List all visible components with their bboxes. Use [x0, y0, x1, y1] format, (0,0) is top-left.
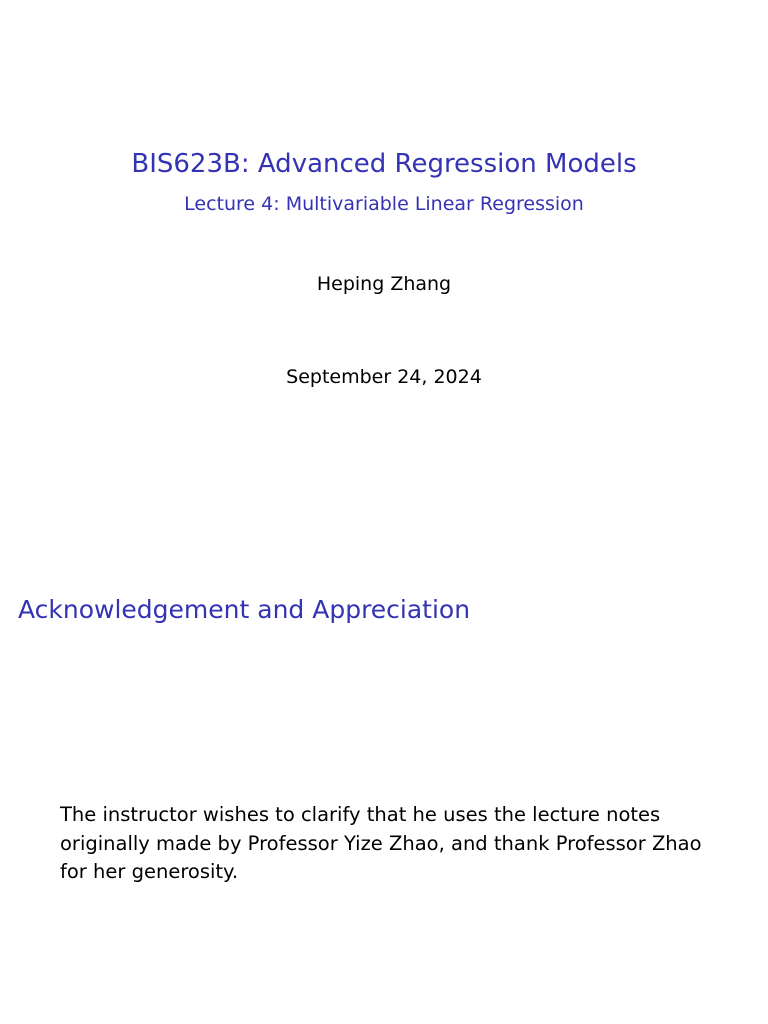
body-line: originally made by Professor Yize Zhao, and thank Professor Zhao	[60, 831, 702, 855]
frame-title: Acknowledgement and Appreciation	[18, 595, 471, 624]
acknowledgement-slide	[0, 512, 768, 1024]
acknowledgement-text	[60, 801, 720, 887]
body-line: for her generosity.	[60, 860, 239, 883]
presentation-date: September 24, 2024	[286, 366, 482, 388]
body-line: The instructor wishes to clarify that he uses the lecture notes	[60, 803, 661, 826]
presentation-title: BIS623B: Advanced Regression Models	[131, 149, 637, 179]
presentation-subtitle: Lecture 4: Multivariable Linear Regression	[184, 193, 584, 215]
author-name: Heping Zhang	[316, 273, 452, 295]
